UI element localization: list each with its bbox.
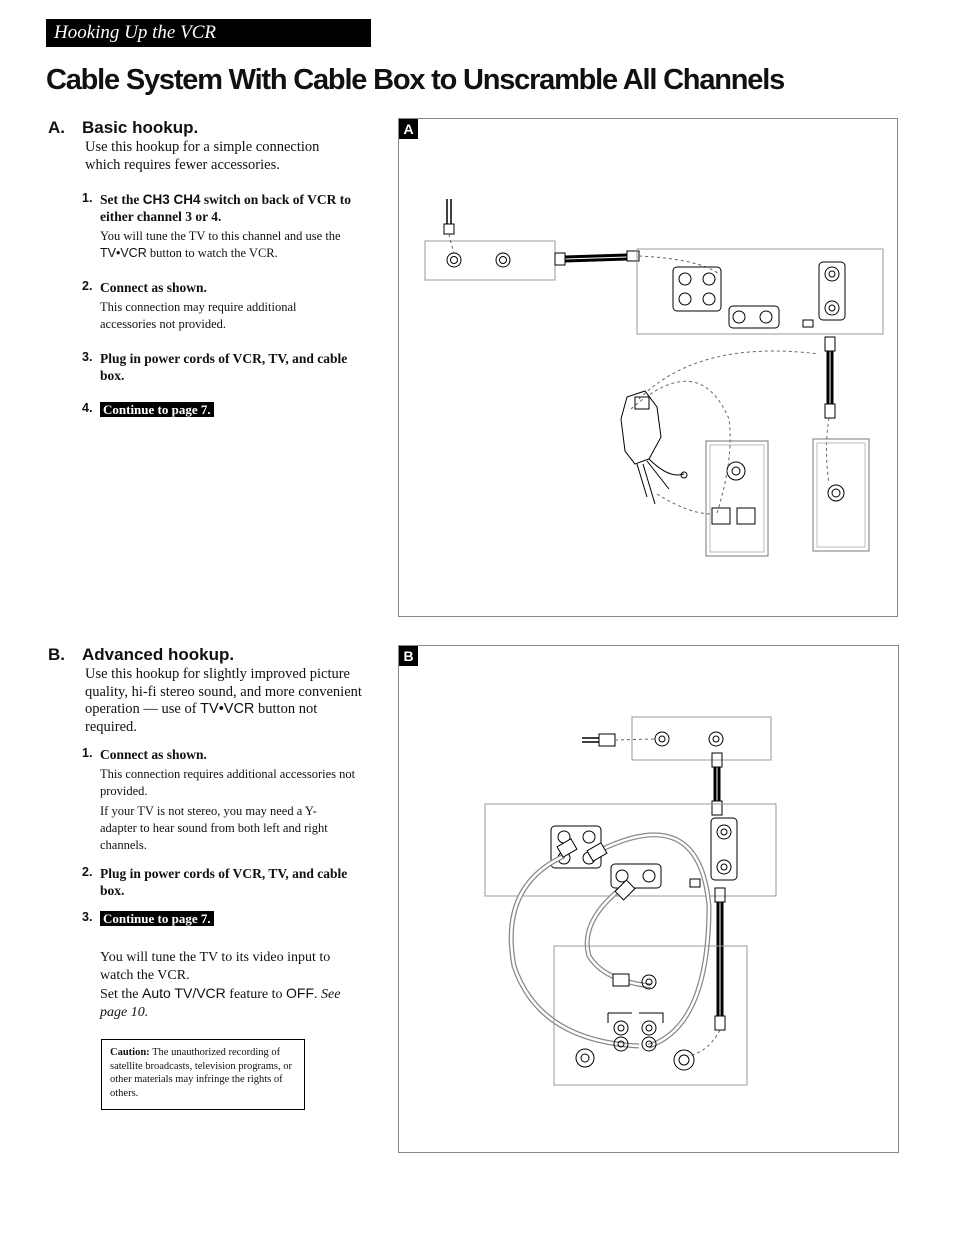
step-title: Connect as shown. [100, 280, 207, 295]
caution-box [101, 1039, 305, 1110]
cable-box-graphic [632, 717, 771, 760]
section-a-title: Basic hookup. [82, 118, 199, 137]
tv-wall-plate-graphic [813, 439, 869, 551]
step-description: This connection requires additional accessories not provided. [100, 767, 356, 798]
section-a-heading [48, 118, 198, 138]
caution-text: The unauthorized recording of satellite broadcasts, television programs, or other materials may infringe the rights of others. [110, 1047, 292, 1099]
step-b2 [82, 865, 352, 899]
step-a3 [82, 350, 352, 384]
step-number: 1. [82, 746, 93, 760]
section-b-intro: Use this hookup for slightly improved picture quality, hi-fi stereo sound, and more convenient operation — use of TV•VCR button not required. [85, 666, 362, 735]
vcr-to-tv-cable-graphic [825, 337, 835, 484]
step-title: Set the CH3 CH4 switch on back of VCR to either channel 3 or 4. [100, 192, 352, 224]
step-description: If your TV is not stereo, you may need a Y-adapter to hear sound from both left and right channels. [100, 804, 328, 852]
section-b-title: Advanced hookup. [82, 645, 235, 664]
figure-a-diagram [399, 119, 897, 616]
power-adapter-graphic [621, 351, 819, 514]
section-a-intro: Use this hookup for a simple connection which requires fewer accessories. [85, 139, 320, 173]
page-title: Cable System With Cable Box to Unscramble All Channels [46, 64, 784, 96]
incoming-cable-graphic [582, 734, 654, 746]
figure-b [398, 645, 899, 1153]
step-a1 [82, 191, 372, 262]
figure-b-tag: B [399, 646, 418, 666]
step-number: 3. [82, 910, 93, 924]
step-a4 [82, 401, 352, 419]
section-b-letter: B. [48, 645, 65, 664]
step-title: Connect as shown. [100, 747, 207, 762]
caution-label: Caution: [110, 1047, 150, 1058]
figure-b-diagram [399, 646, 898, 1152]
step-number: 1. [82, 191, 93, 205]
step-number: 2. [82, 279, 93, 293]
incoming-cable-graphic [444, 199, 454, 253]
audio-cable-graphic [511, 835, 709, 1046]
video-input-note: You will tune the TV to its video input to watch the VCR. [100, 950, 331, 983]
box-to-vcr-cable-graphic [712, 753, 722, 815]
step-a2 [82, 279, 372, 333]
section-header: Hooking Up the VCR [46, 19, 371, 47]
section-b-heading [48, 645, 234, 665]
outlet-plate-graphic [706, 441, 768, 556]
step-b1 [82, 746, 372, 854]
step-number: 4. [82, 401, 93, 415]
page-reference[interactable]: See page 10. [100, 987, 341, 1020]
figure-a-tag: A [399, 119, 418, 139]
section-a-letter: A. [48, 118, 65, 137]
step-number: 2. [82, 865, 93, 879]
continue-link[interactable]: Continue to page 7. [100, 402, 214, 417]
continue-link[interactable]: Continue to page 7. [100, 911, 214, 926]
step-description: You will tune the TV to this channel and use the TV•VCR button to watch the VCR. [100, 229, 341, 260]
cable-box-graphic [425, 241, 555, 280]
step-number: 3. [82, 350, 93, 364]
vcr-back-graphic [637, 249, 883, 334]
auto-tvvcr-note: Set the Auto TV/VCR feature to OFF. See page 10. [100, 985, 341, 1020]
step-description: This connection may require additional accessories not provided. [100, 300, 297, 331]
figure-a [398, 118, 898, 617]
step-title: Plug in power cords of VCR, TV, and cable box. [100, 866, 348, 898]
step-b3 [82, 910, 352, 928]
step-title: Plug in power cords of VCR, TV, and cable box. [100, 351, 348, 383]
